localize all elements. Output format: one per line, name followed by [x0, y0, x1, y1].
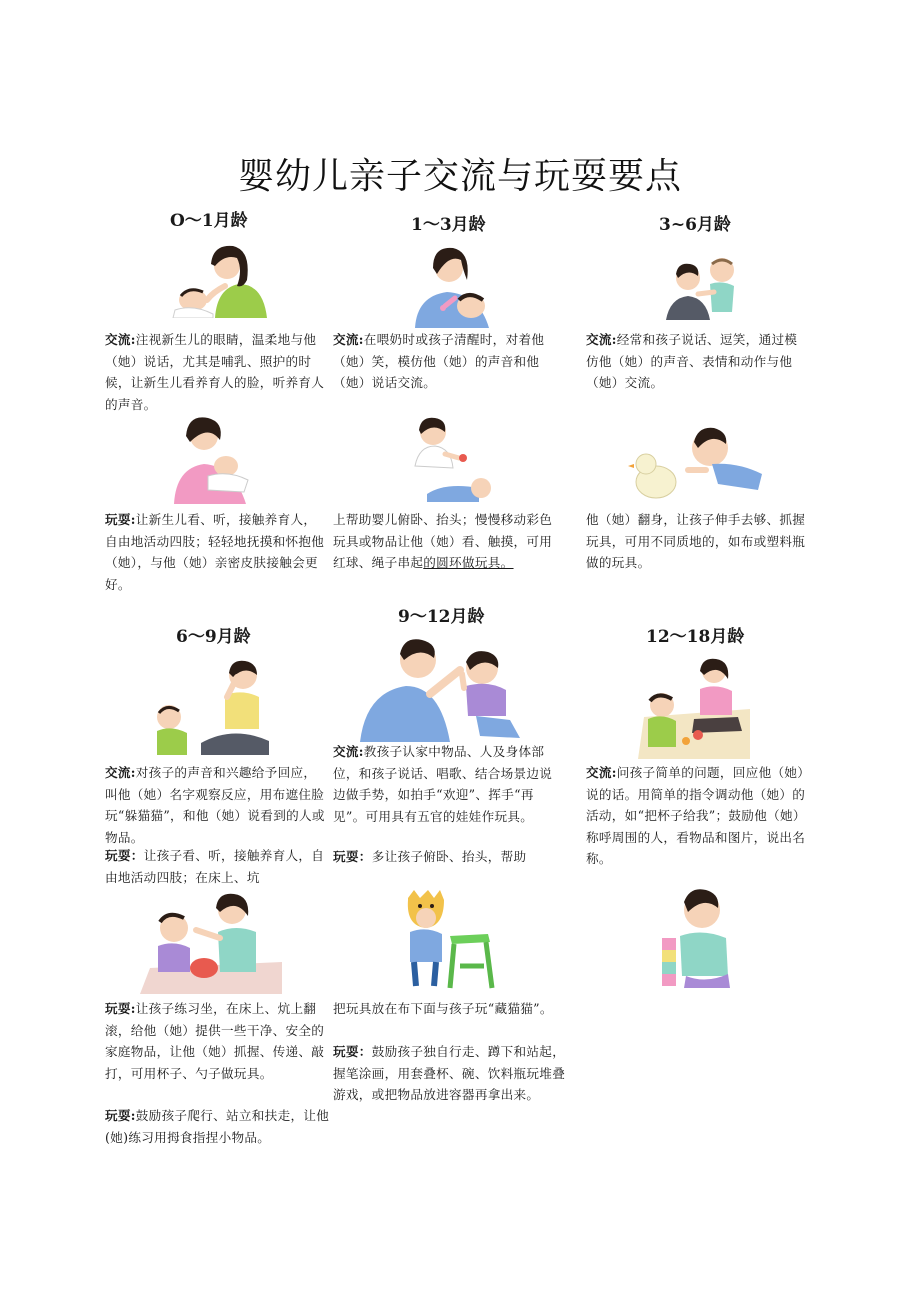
play-body-9-12-c: 鼓励孩子独自行走、蹲下和站起，握笔涂画，用套叠杯、碗、饮料瓶玩堆叠游戏，或把物品放进容器再拿出来。 [333, 1044, 566, 1102]
comm-label: 交流: [105, 765, 136, 780]
mother-holding-newborn-illustration [168, 414, 252, 504]
mother-newborn-face-illustration [167, 240, 271, 318]
comm-label: 交流: [105, 332, 136, 347]
play-label: 玩耍： [105, 848, 144, 863]
comm-label: 交流: [586, 765, 617, 780]
baby-crawling-duck-illustration [628, 418, 768, 502]
play-text-6-9-b [105, 998, 327, 1084]
comm-text-1-3 [333, 329, 557, 394]
play-body-6-9-a: 让孩子看、听，接触养育人，自由地活动四肢；在床上、坑 [105, 848, 325, 885]
comm-body-6-9: 对孩子的声音和兴趣给予回应，叫他（她）名字观察反应，用布遮住脸玩“躲猫猫”，和他（她）说看到的人或物品。 [105, 765, 325, 845]
play-label: 玩耍： [333, 1044, 372, 1059]
comm-label: 交流: [333, 744, 364, 759]
mother-feeding-baby-illustration [409, 240, 495, 328]
age-heading-9-12: 9～12月龄 [398, 607, 485, 627]
comm-body-12-18: 问孩子简单的问题，回应他（她）说的话。用简单的指令调动他（她）的活动，如“把杯子给我”；鼓励他（她）称呼周围的人，看物品和图片，说出名称。 [586, 765, 806, 866]
play-text-3-6 [586, 509, 808, 574]
comm-label: 交流: [586, 332, 617, 347]
play-body-9-12-b: 把玩具放在布下面与孩子玩“藏猫猫”。 [333, 1001, 553, 1016]
page-title: 婴幼儿亲子交流与玩耍要点 [237, 156, 682, 197]
father-peekaboo-baby-illustration [153, 655, 273, 759]
comm-text-6-9 [105, 762, 327, 848]
age-heading-12-18: 12～18月龄 [646, 627, 745, 647]
comm-text-9-12 [333, 741, 557, 827]
play-body-0-1: 让新生儿看、听，接触养育人，自由地活动四肢；轻轻地抚摸和怀抱他（她），与他（她）亲密皮肤接触会更好。 [105, 512, 325, 592]
play-body-1-3-underlined: 的圆环做玩具。 [423, 555, 514, 570]
comm-body-1-3: 在喂奶时或孩子清醒时，对着他（她）笑，模仿他（她）的声音和他（她）说话交流。 [333, 332, 545, 390]
play-label: 玩耍: [105, 1108, 136, 1123]
father-lifting-baby-illustration [666, 254, 746, 320]
comm-body-0-1: 注视新生儿的眼睛，温柔地与他（她）说话，尤其是哺乳、照护的时候，让新生儿看养育人的脸，听养育人的声音。 [105, 332, 325, 412]
play-text-0-1 [105, 509, 327, 595]
age-heading-0-1: O～1月龄 [170, 211, 248, 231]
play-body-3-6: 他（她）翻身，让孩子伸手去够、抓握玩具，可用不同质地的，如布或塑料瓶做的玩具。 [586, 512, 806, 570]
comm-body-3-6: 经常和孩子说话、逗笑，通过模仿他（她）的声音、表情和动作与他（她）交流。 [586, 332, 798, 390]
play-body-6-9-c: 鼓励孩子爬行、站立和扶走，让他(她)练习用拇食指捏小物品。 [105, 1108, 330, 1145]
mother-baby-playing-floor-illustration [638, 655, 750, 759]
father-clapping-baby-illustration [360, 636, 526, 742]
play-body-6-9-b: 让孩子练习坐，在床上、炕上翻滚，给他（她）提供一些干净、安全的家庭物品，让他（她）抓握、传递、敲打，可用杯子、勺子做玩具。 [105, 1001, 325, 1081]
play-text-9-12-b [333, 998, 569, 1020]
play-label: 玩耍: [105, 512, 136, 527]
play-label: 玩耍： [333, 849, 372, 864]
mother-baby-sitting-pot-illustration [140, 888, 282, 994]
play-body-9-12-a: 多让孩子俯卧、抬头，帮助 [371, 849, 527, 864]
play-text-6-9-c [105, 1105, 335, 1148]
play-text-1-3 [333, 509, 555, 574]
comm-label: 交流: [333, 332, 364, 347]
comm-body-9-12: 教孩子认家中物品、人及身体部位，和孩子说话、唱歌、结合场景边说边做手势，如拍手“欢迎”、挥手“再见”。可用具有五官的娃娃作玩具。 [333, 744, 553, 824]
comm-text-0-1 [105, 329, 331, 415]
play-text-6-9-a [105, 845, 327, 888]
play-text-9-12-a [333, 846, 557, 868]
toddler-stacking-cups-illustration [656, 884, 742, 994]
age-heading-1-3: 1～3月龄 [411, 215, 486, 235]
comm-text-3-6 [586, 329, 808, 394]
comm-text-12-18 [586, 762, 808, 870]
play-body-1-3: 上帮助婴儿俯卧、抬头；慢慢移动彩色玩具或物品让他（她）看、触摸，可用红球、绳子串起 [333, 512, 553, 570]
play-text-9-12-c [333, 1041, 569, 1106]
age-heading-6-9: 6～9月龄 [176, 627, 251, 647]
age-heading-3-6: 3~6月龄 [659, 215, 731, 235]
toddler-stool-walking-illustration [400, 890, 498, 990]
play-label: 玩耍: [105, 1001, 136, 1016]
father-rattle-baby-illustration [405, 414, 495, 506]
